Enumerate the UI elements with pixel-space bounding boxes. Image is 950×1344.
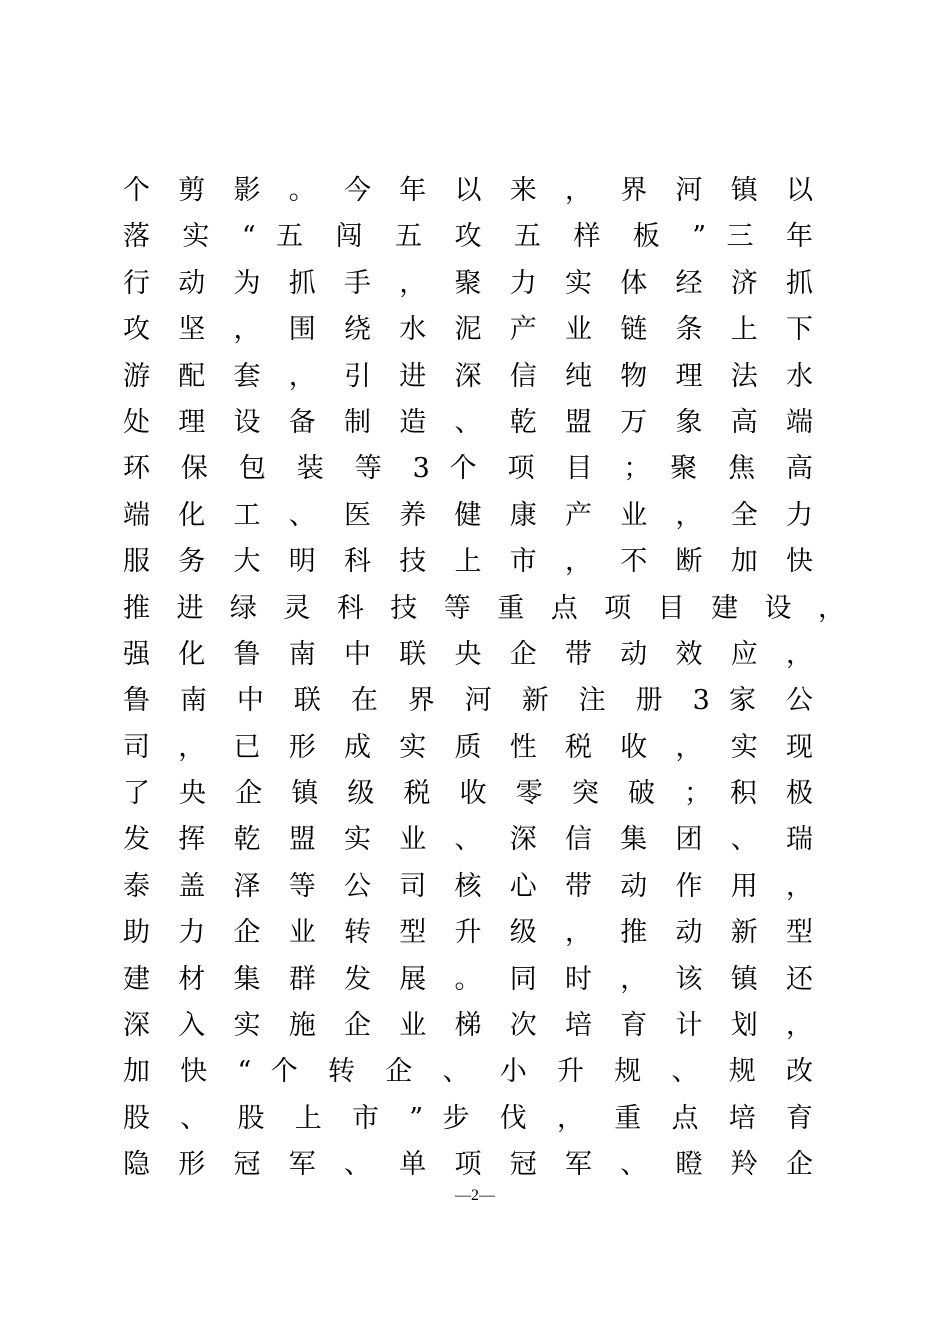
text-line: 落 实 “ 五 闯 五 攻 五 样 板 ” 三 年 — [123, 221, 813, 253]
text-line: 隐 形 冠 军 、 单 项 冠 军 、 瞪 羚 企 — [123, 1149, 813, 1181]
text-line: 端 化 工 、 医 养 健 康 产 业 ， 全 力 — [123, 499, 813, 531]
text-line: 司 ， 已 形 成 实 质 性 税 收 ， 实 现 — [123, 731, 813, 763]
text-line: 环 保 包 装 等 3 个 项 目 ； 聚 焦 高 — [123, 453, 813, 485]
text-line: 发 挥 乾 盟 实 业 、 深 信 集 团 、 瑞 — [123, 824, 813, 856]
text-line: 游 配 套 ， 引 进 深 信 纯 物 理 法 水 — [123, 360, 813, 392]
text-line: 建 材 集 群 发 展 。 同 时 ， 该 镇 还 — [123, 963, 813, 995]
text-line: 个 剪 影 。 今 年 以 来 ， 界 河 镇 以 — [123, 175, 813, 206]
text-line: 强 化 鲁 南 中 联 央 企 带 动 效 应 ， — [123, 638, 813, 670]
text-line: 助 力 企 业 转 型 升 级 ， 推 动 新 型 — [123, 917, 813, 949]
text-line: 股 、 股 上 市 ” 步 伐 ， 重 点 培 育 — [123, 1102, 813, 1134]
text-line: 行 动 为 抓 手 ， 聚 力 实 体 经 济 抓 — [123, 267, 813, 299]
text-line: 推 进 绿 灵 科 技 等 重 点 项 目 建 设 ， — [123, 592, 845, 624]
text-line: 攻 坚 ， 围 绕 水 泥 产 业 链 条 上 下 — [123, 314, 813, 346]
text-line: 加 快 “ 个 转 企 、 小 升 规 、 规 改 — [123, 1056, 813, 1088]
text-line: 服 务 大 明 科 技 上 市 ， 不 断 加 快 — [123, 546, 813, 578]
page-number: —2— — [455, 1187, 495, 1204]
text-line: 鲁 南 中 联 在 界 河 新 注 册 3 家 公 — [123, 685, 813, 717]
text-line: 深 入 实 施 企 业 梯 次 培 育 计 划 ， — [123, 1010, 813, 1042]
text-line: 了 央 企 镇 级 税 收 零 突 破 ； 积 极 — [123, 778, 813, 810]
text-line: 泰 盖 泽 等 公 司 核 心 带 动 作 用 ， — [123, 870, 813, 902]
text-line: 处 理 设 备 制 造 、 乾 盟 万 象 高 端 — [123, 406, 813, 438]
body-paragraph — [123, 168, 845, 1189]
